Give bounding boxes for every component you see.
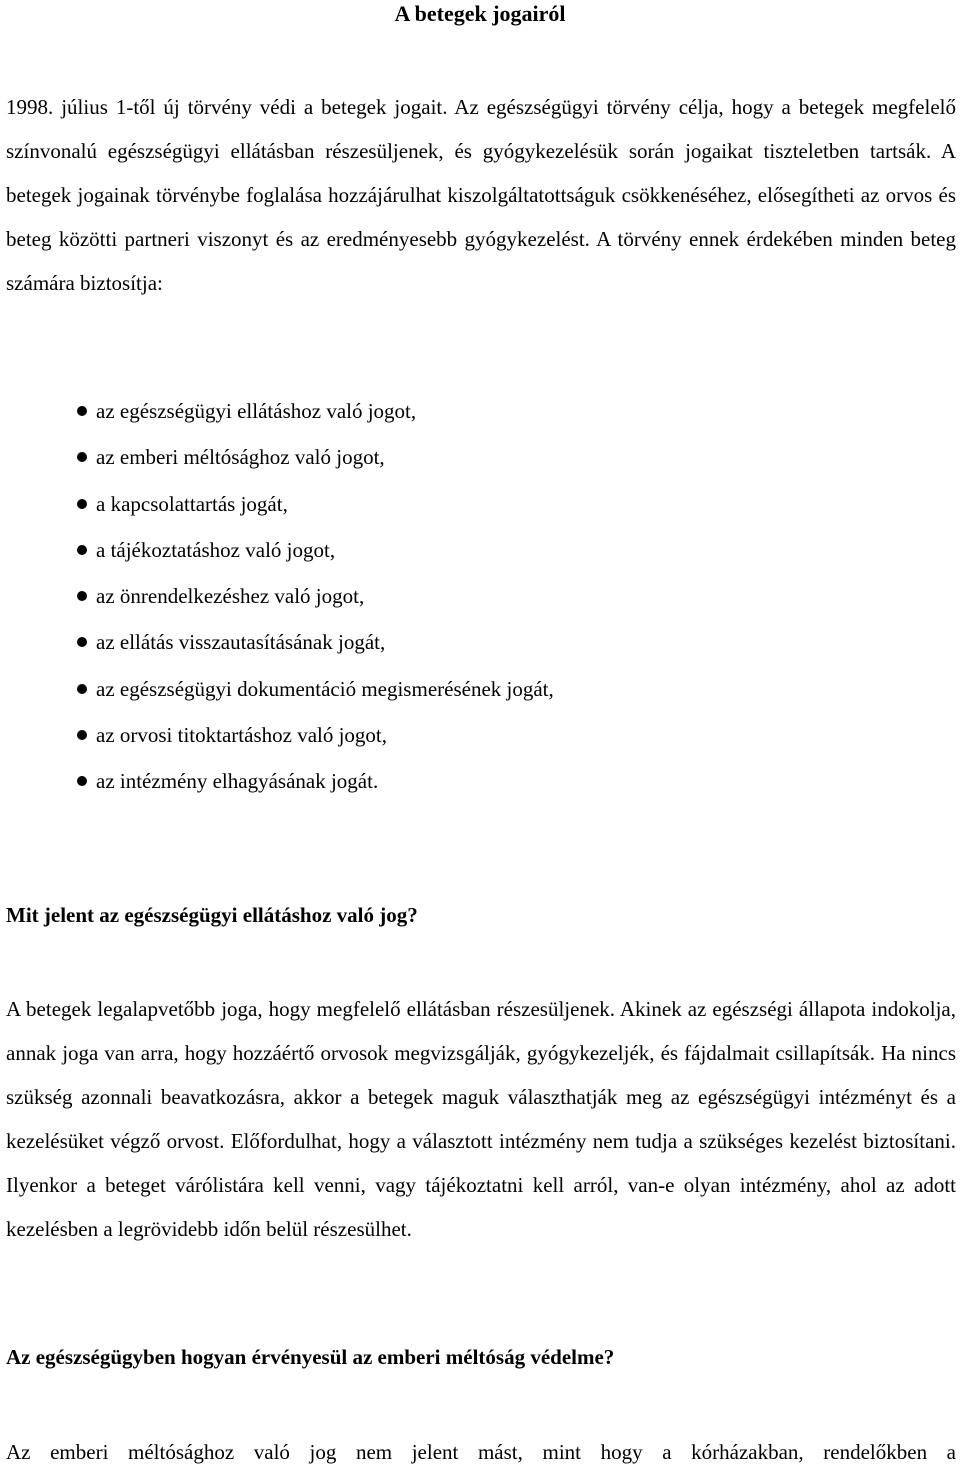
- list-item: [0, 627, 554, 673]
- bullet-icon: [77, 406, 87, 416]
- list-item: [0, 535, 554, 581]
- list-item: [0, 396, 554, 442]
- intro-paragraph: 1998. július 1-től új törvény védi a betegek jogait. Az egészségügyi törvény célja, hogy a betegek megfelelő színvonalú egészségügyi ellátásban részesüljenek, és gyógykezelésük során jogaikat tiszteletben tartsák. A betegek jogainak törvénybe foglalása hozzájárulhat kiszolgáltatottságuk csökkenéséhez, elősegítheti az orvos és beteg közötti partneri viszonyt és az eredményesebb gyógykezelést. A törvény ennek érdekében minden beteg számára biztosítja:: [6, 95, 956, 295]
- list-item: [0, 674, 554, 720]
- list-item-text: az orvosi titoktartáshoz való jogot,: [96, 723, 388, 748]
- bullet-icon: [77, 637, 87, 647]
- list-item: [0, 720, 554, 766]
- bullet-icon: [77, 545, 87, 555]
- section-paragraph-dignity: Az emberi méltósághoz való jog nem jelent mást, mint hogy a kórházakban, rendelőkben a: [6, 1440, 956, 1464]
- list-item-text: az önrendelkezéshez való jogot,: [96, 584, 365, 609]
- bullet-icon: [77, 591, 87, 601]
- section-paragraph-healthcare: A betegek legalapvetőbb joga, hogy megfelelő ellátásban részesüljenek. Akinek az egészségi állapota indokolja, annak joga van arra, hogy hozzáértő orvosok megvizsgálják, gyógykezeljék, és fájdalmait csillapítsák. Ha nincs szükség azonnali beavatkozásra, akkor a betegek maguk választhatják meg az egészségügyi intézményt és a kezelésüket végző orvost. Előfordulhat, hogy a választott intézmény nem tudja a szükséges kezelést biztosítani. Ilyenkor a beteget várólistára kell venni, vagy tájékoztatni kell arról, van-e olyan intézmény, ahol az adott kezelésben a legrövidebb időn belül részesülhet.: [6, 997, 956, 1241]
- section-heading-dignity: Az egészségügyben hogyan érvényesül az emberi méltóság védelme?: [6, 1345, 615, 1369]
- bullet-icon: [77, 776, 87, 786]
- list-item-text: a kapcsolattartás jogát,: [96, 491, 288, 516]
- list-item-text: a tájékoztatáshoz való jogot,: [96, 537, 336, 562]
- list-item: [0, 581, 554, 627]
- list-item: [0, 442, 554, 488]
- list-item-text: az egészségügyi ellátáshoz való jogot,: [96, 399, 417, 423]
- rights-list: [0, 396, 554, 813]
- list-item: [0, 489, 554, 535]
- list-item-text: az egészségügyi dokumentáció megismerésének jogát,: [96, 676, 554, 701]
- bullet-icon: [77, 684, 87, 694]
- document-title: A betegek jogairól: [394, 1, 566, 26]
- bullet-icon: [77, 730, 87, 740]
- list-item-text: az ellátás visszautasításának jogát,: [96, 630, 386, 655]
- bullet-icon: [77, 452, 87, 462]
- bullet-icon: [77, 499, 87, 509]
- list-item-text: az intézmény elhagyásának jogát.: [96, 769, 379, 794]
- list-item-text: az emberi méltósághoz való jogot,: [96, 445, 385, 470]
- section-heading-healthcare: Mit jelent az egészségügyi ellátáshoz való jog?: [6, 903, 418, 927]
- list-item: [0, 766, 554, 812]
